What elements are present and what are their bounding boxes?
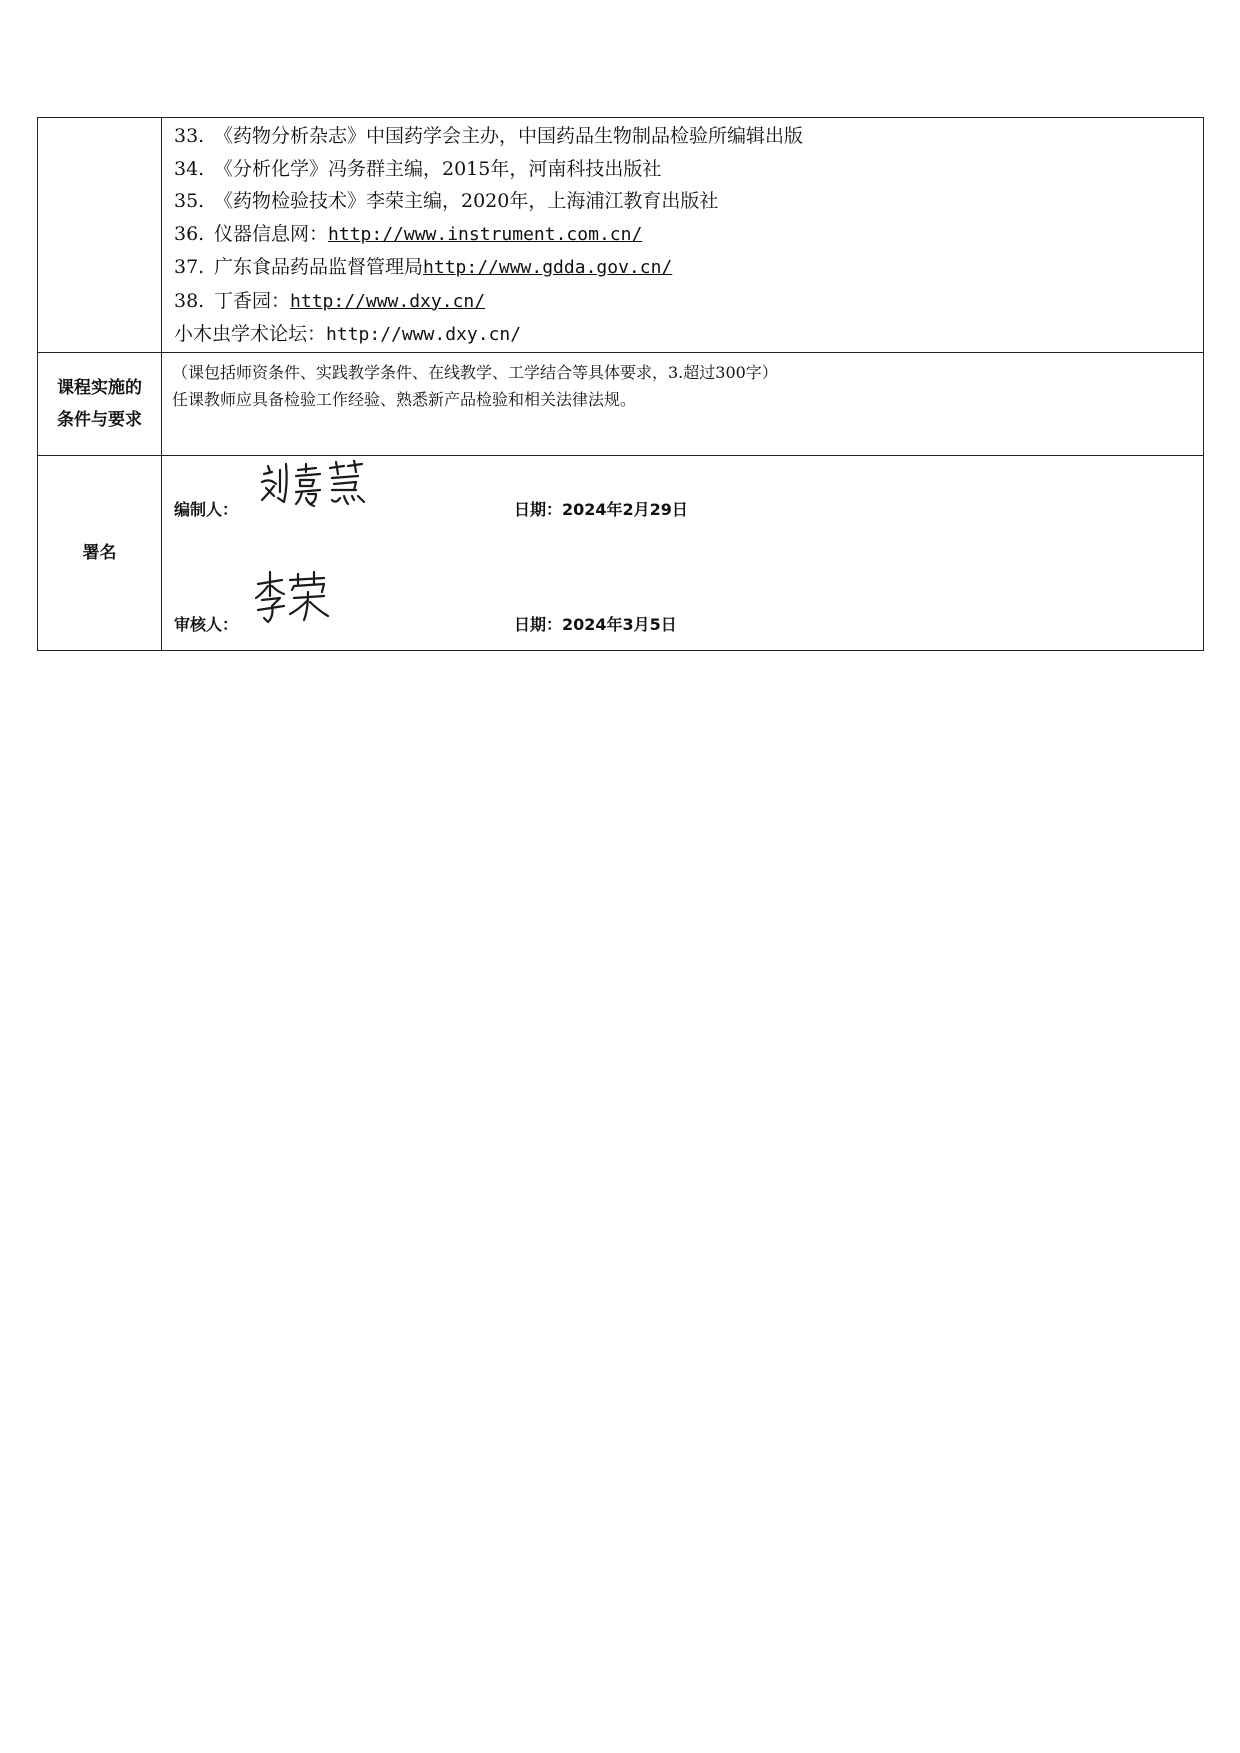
reference-item xyxy=(174,185,1203,218)
compiler-signature xyxy=(258,460,368,508)
reference-item xyxy=(174,218,1203,252)
reference-item xyxy=(174,120,1203,153)
reviewer-label: 审核人： xyxy=(174,614,239,634)
signature-label-cell xyxy=(38,455,162,650)
references-cell xyxy=(162,118,1204,353)
conditions-note: （课包括师资条件、实践教学条件、在线教学、工学结合等具体要求，3.超过300字） xyxy=(172,362,778,382)
reviewer-date: 日期：2024年3月5日 xyxy=(514,614,677,634)
reference-link[interactable]: http://www.gdda.gov.cn/ xyxy=(423,257,673,278)
signature-row xyxy=(38,455,1204,650)
conditions-row xyxy=(38,352,1204,455)
reference-link[interactable]: http://www.instrument.com.cn/ xyxy=(328,223,643,245)
reference-text: 仪器信息网： xyxy=(214,222,329,245)
reference-text: 《分析化学》冯务群主编，2015年，河南科技出版社 xyxy=(214,157,662,180)
signature-cell xyxy=(162,455,1204,650)
reference-text: 广东食品药品监督管理局 xyxy=(214,256,424,278)
compiler-date: 日期：2024年2月29日 xyxy=(514,499,688,519)
reference-number: 37. xyxy=(174,256,205,278)
compiler-label: 编制人： xyxy=(174,499,239,519)
reference-number: 33. xyxy=(174,125,205,147)
reference-text: 丁香园： xyxy=(214,289,291,312)
reference-item xyxy=(174,285,1203,319)
signature-block xyxy=(162,456,1203,650)
reference-text: 《药物分析杂志》中国药学会主办，中国药品生物制品检验所编辑出版 xyxy=(214,125,804,147)
reference-item-extra xyxy=(174,318,1203,352)
reference-number: 38. xyxy=(174,289,205,312)
reference-text: 小木虫学术论坛： xyxy=(174,323,327,345)
conditions-text: 任课教师应具备检验工作经验、熟悉新产品检验和相关法律法规。 xyxy=(172,389,637,409)
reviewer-signature xyxy=(254,570,334,626)
conditions-label-line2: 条件与要求 xyxy=(57,409,142,430)
reference-number: 36. xyxy=(174,222,205,245)
reference-link[interactable]: http://www.dxy.cn/ xyxy=(290,290,486,312)
reference-item xyxy=(174,153,1203,186)
signature-label: 署名 xyxy=(82,542,117,563)
reference-number: 34. xyxy=(174,157,205,180)
conditions-label-cell xyxy=(38,352,162,455)
reference-text: 《药物检验技术》李荣主编，2020年，上海浦江教育出版社 xyxy=(214,190,719,212)
references-row xyxy=(38,118,1204,353)
reference-item xyxy=(174,251,1203,285)
reference-number: 35. xyxy=(174,190,205,212)
course-info-table xyxy=(37,117,1204,651)
reference-plain-link: http://www.dxy.cn/ xyxy=(326,324,522,345)
references-label-cell xyxy=(38,118,162,353)
conditions-label-line1: 课程实施的 xyxy=(57,377,142,398)
conditions-cell xyxy=(162,352,1204,455)
